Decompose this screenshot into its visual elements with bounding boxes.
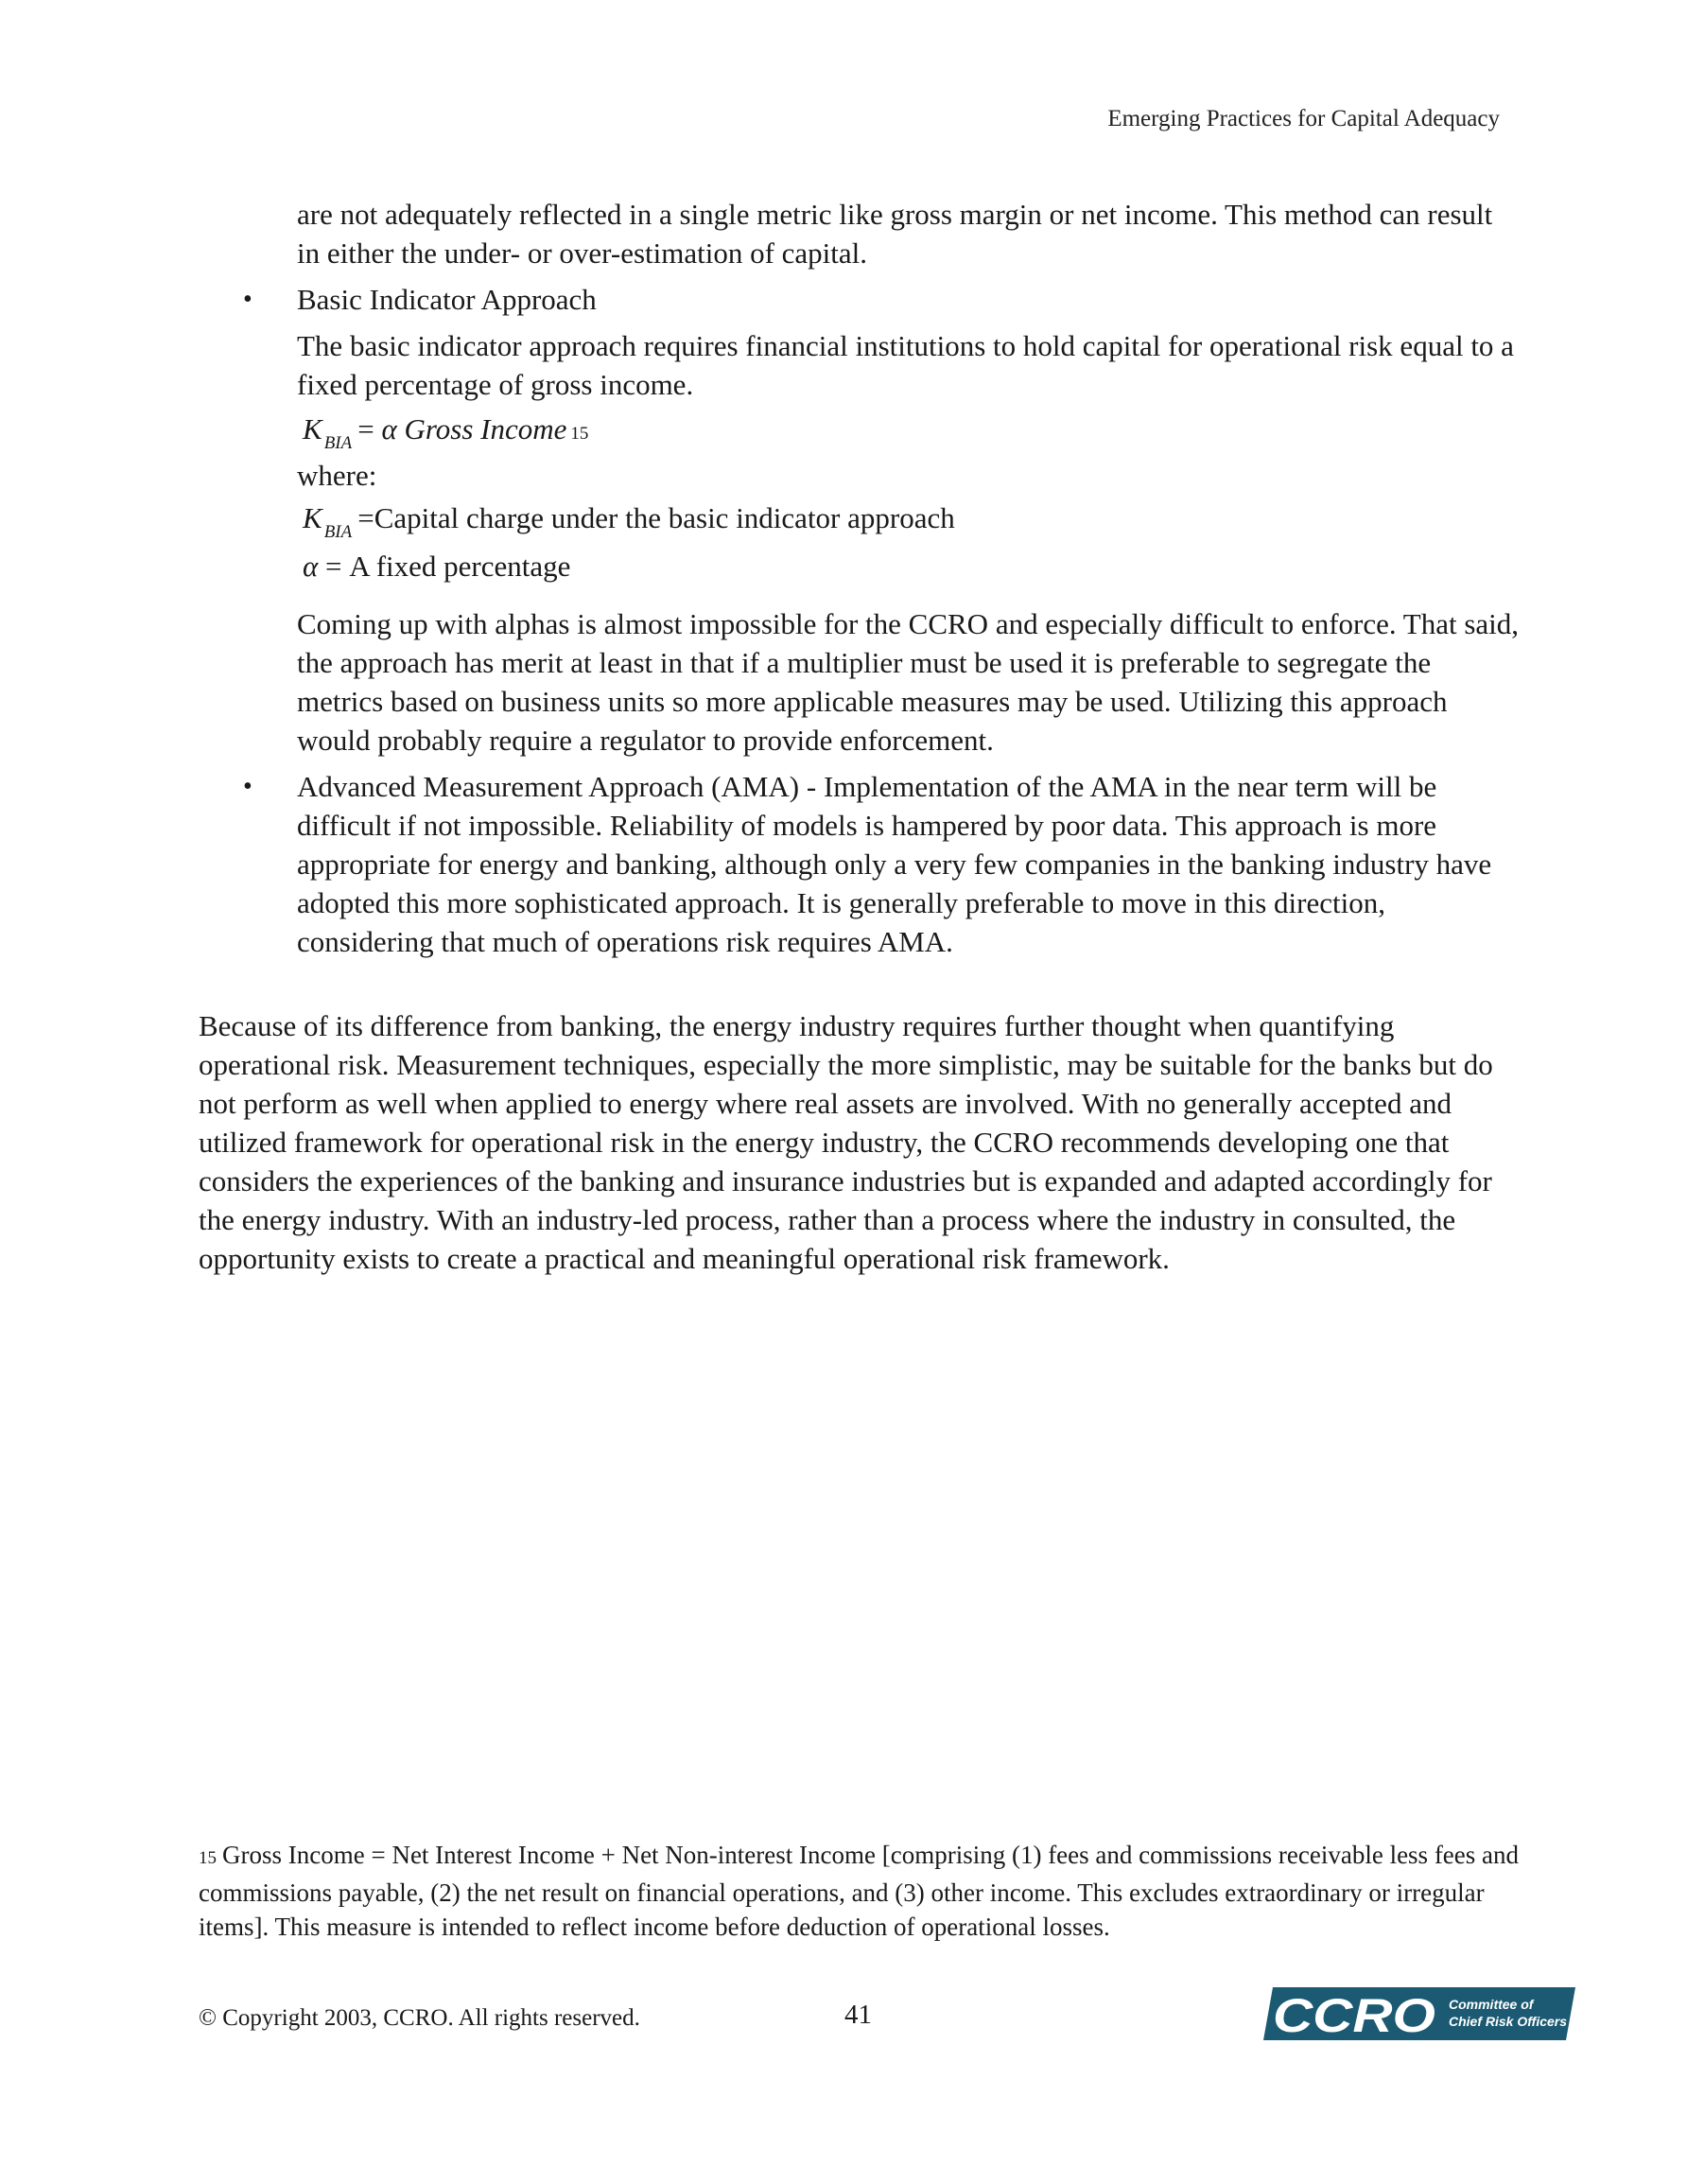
formula-equals: = [357, 412, 374, 446]
formula-alpha: α [381, 412, 397, 446]
continued-paragraph: are not adequately reflected in a single metric like gross margin or net income. This method can result in either the under- or over-estimation of capital. [297, 198, 1493, 270]
formula-gross-income: Gross Income [404, 412, 567, 446]
definition-alpha [303, 546, 1522, 587]
basic-indicator-intro: The basic indicator approach requires financial institutions to hold capital for operational risk equal to a fixed percentage of gross income. [297, 329, 1514, 401]
footnote [199, 1838, 1522, 1944]
bullet-ama [199, 767, 1522, 961]
def-alpha-text: A fixed percentage [349, 550, 571, 583]
logo-wordmark: CCRO [1273, 1989, 1436, 2040]
bullet-basic-indicator [199, 280, 1522, 760]
running-header: Emerging Practices for Capital Adequacy [1107, 106, 1500, 131]
def-k-subscript: BIA [323, 522, 353, 542]
formula-k: K [303, 412, 322, 446]
def-k-text: Capital charge under the basic indicator approach [374, 501, 955, 534]
bullet-dot: • [243, 285, 252, 314]
formula-footnote-ref: 15 [570, 424, 589, 444]
page-number: 41 [844, 2000, 872, 2030]
where-label: where: [297, 459, 377, 492]
copyright-notice: © Copyright 2003, CCRO. All rights reserved. [199, 2005, 640, 2031]
logo-tagline-1: Committee of [1449, 1997, 1534, 2012]
bullet-dot: • [243, 772, 252, 801]
footnote-text: Gross Income = Net Interest Income + Net Non-interest Income [comprising (1) fees and commissions receivable less fees and commissions payable, (2) the net result on financial operations, and (3) other income. This excludes extraordinary or irregular items]. This measure is intended to reflect income before deduction of operational losses. [199, 1841, 1520, 1941]
conclusion-paragraph: Because of its difference from banking, the energy industry requires further thought when quantifying operational risk. Measurement techniques, especially the more simplistic, may be suitable for the banks but do not perform as well when applied to energy where real assets are involved. With no generally accepted and utilized framework for operational risk in the energy industry, the CCRO recommends developing one that considers the experiences of the banking and insurance industries but is expanded and adapted accordingly for the energy industry. With an industry-led process, rather than a process where the industry in consulted, the opportunity exists to create a practical and meaningful operational risk framework. [199, 1009, 1493, 1275]
def-alpha-symbol: α [303, 550, 319, 583]
def-k-symbol: K [303, 501, 322, 534]
logo-tagline-2: Chief Risk Officers [1449, 2014, 1568, 2029]
bia-formula [303, 410, 1522, 454]
basic-indicator-discussion: Coming up with alphas is almost impossible for the CCRO and especially difficult to enforce. That said, the approach has merit at least in that if a multiplier must be used it is preferable to segregate the metrics based on business units so more applicable measures may be used. Utilizing this approach would probably require a regulator to provide enforcement. [297, 607, 1520, 757]
def-alpha-equals: = [325, 550, 342, 583]
formula-k-subscript: BIA [323, 433, 353, 453]
ama-text: Advanced Measurement Approach (AMA) - Implementation of the AMA in the near term will be difficult if not impossible. Reliability of models is hampered by poor data. This approach is more appropriate for energy and banking, although only a very few companies in the banking industry have adopted this more sophisticated approach. It is generally preferable to move in this direction, considering that much of operations risk requires AMA. [297, 770, 1492, 958]
footnote-number: 15 [199, 1848, 217, 1868]
basic-indicator-title: Basic Indicator Approach [297, 283, 597, 316]
definition-k [303, 498, 1522, 544]
def-k-equals: = [357, 501, 374, 534]
ccro-logo [1263, 1987, 1575, 2040]
page-content [199, 195, 1522, 1278]
